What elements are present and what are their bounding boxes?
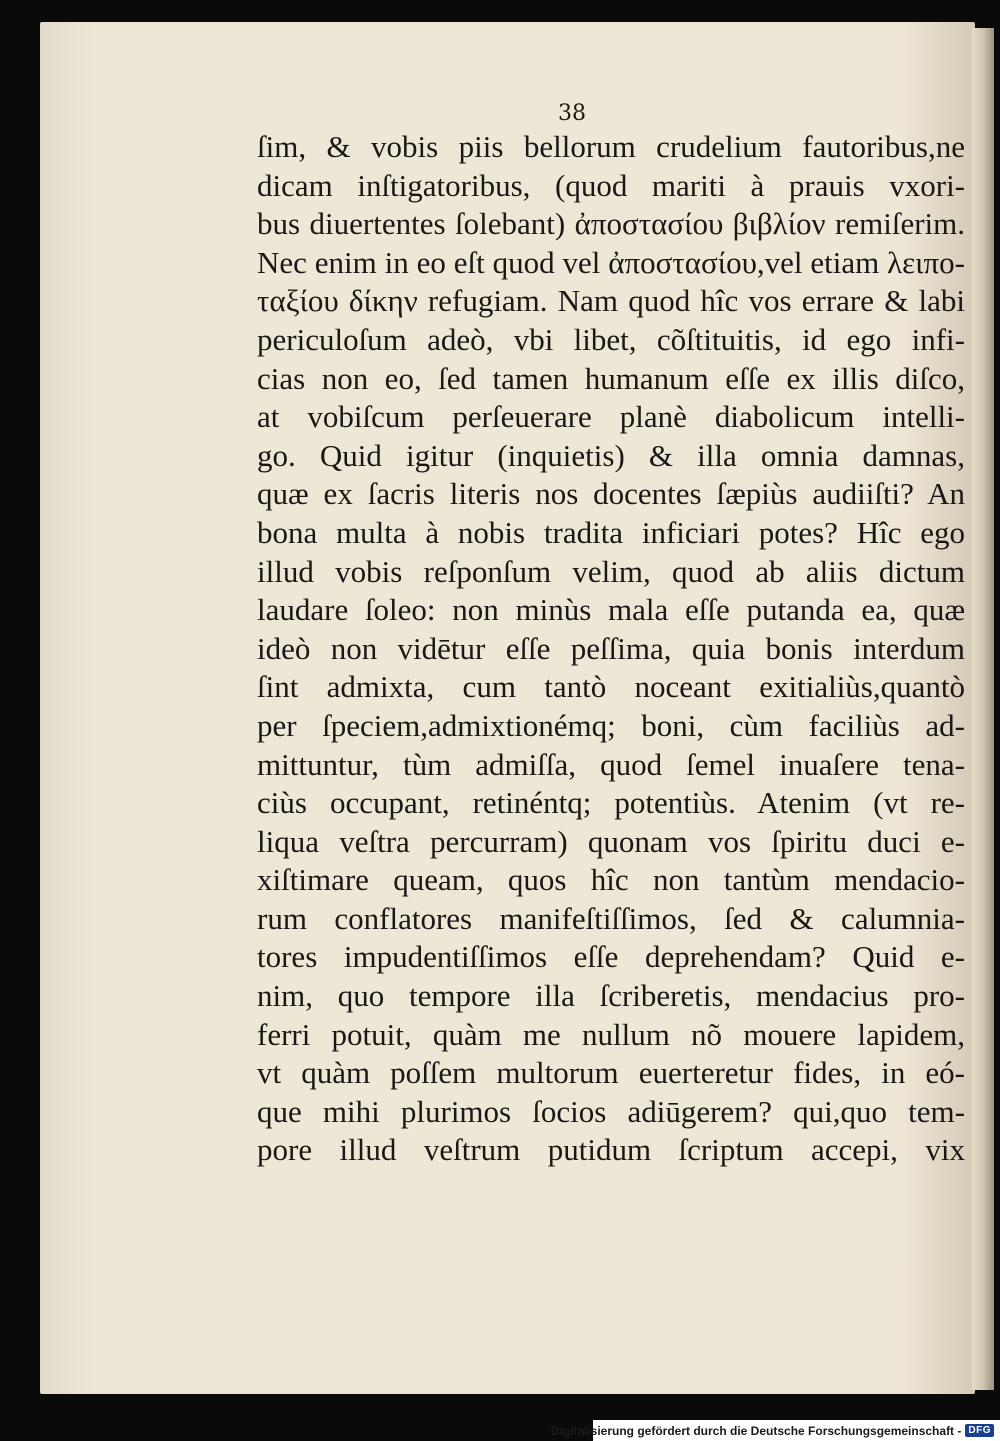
text-line: dicam inſtigatoribus, (quod mariti à prauis vxori-: [257, 167, 965, 203]
page-number: 38: [558, 101, 586, 126]
text-line: mittuntur, tùm admiſſa, quod ſemel inuaſere tena-: [257, 746, 965, 782]
text-line: nim, quo tempore illa ſcriberetis, mendacius pro-: [257, 978, 965, 1014]
text-line: laudare ſoleo: non minùs mala eſſe putanda ea, quæ: [257, 592, 965, 628]
text-line: ſim, & vobis piis bellorum crudelium fautoribus,ne: [257, 129, 965, 164]
text-line: illud vobis reſponſum velim, quod ab aliis dictum: [257, 553, 965, 589]
text-line: xiſtimare queam, quos hîc non tantùm mendacio-: [257, 862, 965, 898]
dfg-logo-icon: DFG: [965, 1424, 994, 1437]
text-line: bus diuertentes ſolebant) ἀποστασίου βιβλίον remiſerim.: [257, 206, 965, 242]
text-line: periculoſum adeò, vbi libet, cõſtituitis, id ego infi-: [257, 321, 965, 357]
text-line: vt quàm poſſem multorum euerteretur fides, in eó-: [257, 1055, 965, 1091]
text-line: que mihi plurimos ſocios adiūgerem? qui,quo tem-: [257, 1093, 965, 1129]
text-line: bona multa à nobis tradita inficiari potes? Hîc ego: [257, 514, 965, 550]
text-line: tores impudentiſſimos eſſe deprehendam? Quid e-: [257, 939, 965, 975]
text-line: quæ ex ſacris literis nos docentes ſæpiùs audiiſti? An: [257, 476, 965, 512]
footer-bar: [550, 1420, 1000, 1441]
text-line: ciùs occupant, retinéntq; potentiùs. Atenim (vt re-: [257, 785, 965, 821]
text-line: at vobiſcum perſeuerare planè diabolicum intelli-: [257, 399, 965, 435]
text-line: Nec enim in eo eſt quod vel ἀποστασίου,vel etiam λειπο-: [257, 244, 965, 280]
text-line: pore illud veſtrum putidum ſcriptum accepi, vix: [257, 1132, 965, 1168]
text-line: liqua veſtra percurram) quonam vos ſpiritu duci e-: [257, 823, 965, 859]
text-line: ferri potuit, quàm me nullum nõ mouere lapidem,: [257, 1016, 965, 1052]
body-text: [257, 128, 965, 1170]
page-edge: [972, 28, 994, 1390]
text-line: cias non eo, ſed tamen humanum eſſe ex illis diſco,: [257, 360, 965, 396]
text-line: go. Quid igitur (inquietis) & illa omnia damnas,: [257, 437, 965, 473]
text-line: ſint admixta, cum tantò noceant exitialiùs,quantò: [257, 669, 965, 705]
text-line: rum conflatores manifeſtiſſimos, ſed & calumnia-: [257, 900, 965, 936]
text-line: per ſpeciem,admixtionémq; boni, cùm faciliùs ad-: [257, 707, 965, 743]
text-line: ideò non vidētur eſſe peſſima, quia bonis interdum: [257, 630, 965, 666]
footer-credit: Digitalisierung gefördert durch die Deutsche Forschungsgemeinschaft -: [550, 1423, 962, 1438]
text-line: ταξίου δίκην refugiam. Nam quod hîc vos errare & labi: [257, 283, 965, 319]
